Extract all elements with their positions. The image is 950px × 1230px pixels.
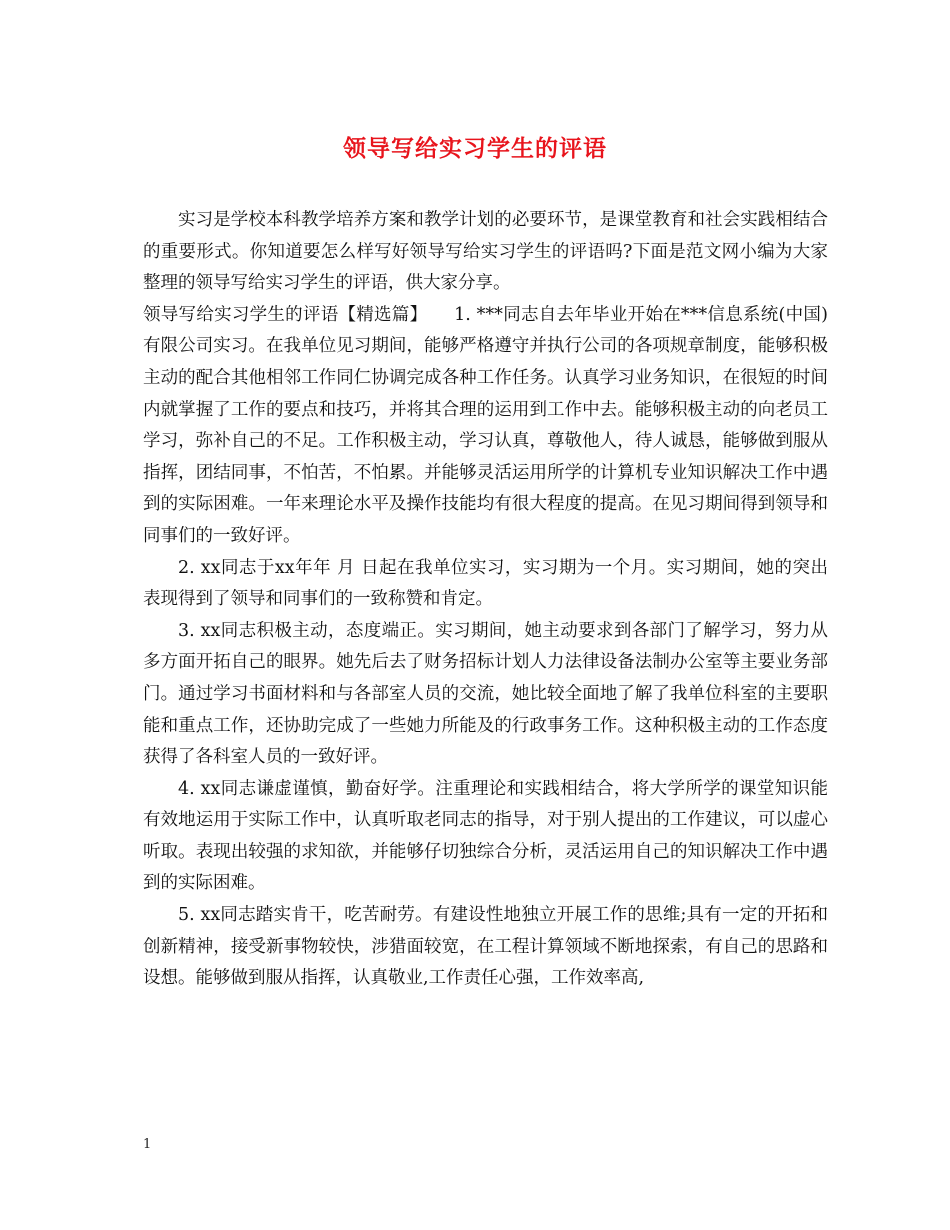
paragraph-item-4: 4. xx同志谦虚谨慎，勤奋好学。注重理论和实践相结合，将大学所学的课堂知识能有效地运用于实际工作中，认真听取老同志的指导，对于别人提出的工作建议，可以虚心听取。表现出较强的求知欲，并能够仔切独综合分析，灵活运用自己的知识解决工作中遇到的实际困难。 [143, 778, 828, 894]
document-title: 领导写给实习学生的评语 [343, 135, 607, 162]
document-body [143, 205, 828, 995]
paragraph-item-1: 领导写给实习学生的评语【精选篇】 1. ***同志自去年毕业开始在***信息系统(中国)有限公司实习。在我单位见习期间，能够严格遵守并执行公司的各项规章制度，能够积极主动的配合其他相邻工作同仁协调完成各种工作任务。认真学习业务知识，在很短的时间内就掌握了工作的要点和技巧，并将其合理的运用到工作中去。能够积极主动的向老员工学习，弥补自己的不足。工作积极主动，学习认真，尊敬他人，待人诚恳，能够做到服从指挥，团结同事，不怕苦，不怕累。并能够灵活运用所学的计算机专业知识解决工作中遇到的实际困难。一年来理论水平及操作技能均有很大程度的提高。在见习期间得到领导和同事们的一致好评。 [143, 304, 828, 546]
page-number: 1 [143, 1137, 152, 1152]
paragraph-intro: 实习是学校本科教学培养方案和教学计划的必要环节，是课堂教育和社会实践相结合的重要形式。你知道要怎么样写好领导写给实习学生的评语吗?下面是范文网小编为大家整理的领导写给实习学生的评语，供大家分享。 [143, 210, 828, 294]
paragraph-item-2: 2. xx同志于xx年年 月 日起在我单位实习，实习期为一个月。实习期间，她的突出表现得到了领导和同事们的一致称赞和肯定。 [143, 557, 828, 610]
paragraph-item-5: 5. xx同志踏实肯干，吃苦耐劳。有建设性地独立开展工作的思维;具有一定的开拓和创新精神，接受新事物较快，涉猎面较宽，在工程计算领域不断地探索，有自己的思路和设想。能够做到服从指挥，认真敬业,工作责任心强，工作效率高, [143, 905, 828, 989]
paragraph-item-3: 3. xx同志积极主动，态度端正。实习期间，她主动要求到各部门了解学习，努力从多方面开拓自己的眼界。她先后去了财务招标计划人力法律设备法制办公室等主要业务部门。通过学习书面材料和与各部室人员的交流，她比较全面地了解了我单位科室的主要职能和重点工作，还协助完成了一些她力所能及的行政事务工作。这种积极主动的工作态度获得了各科室人员的一致好评。 [143, 620, 828, 768]
